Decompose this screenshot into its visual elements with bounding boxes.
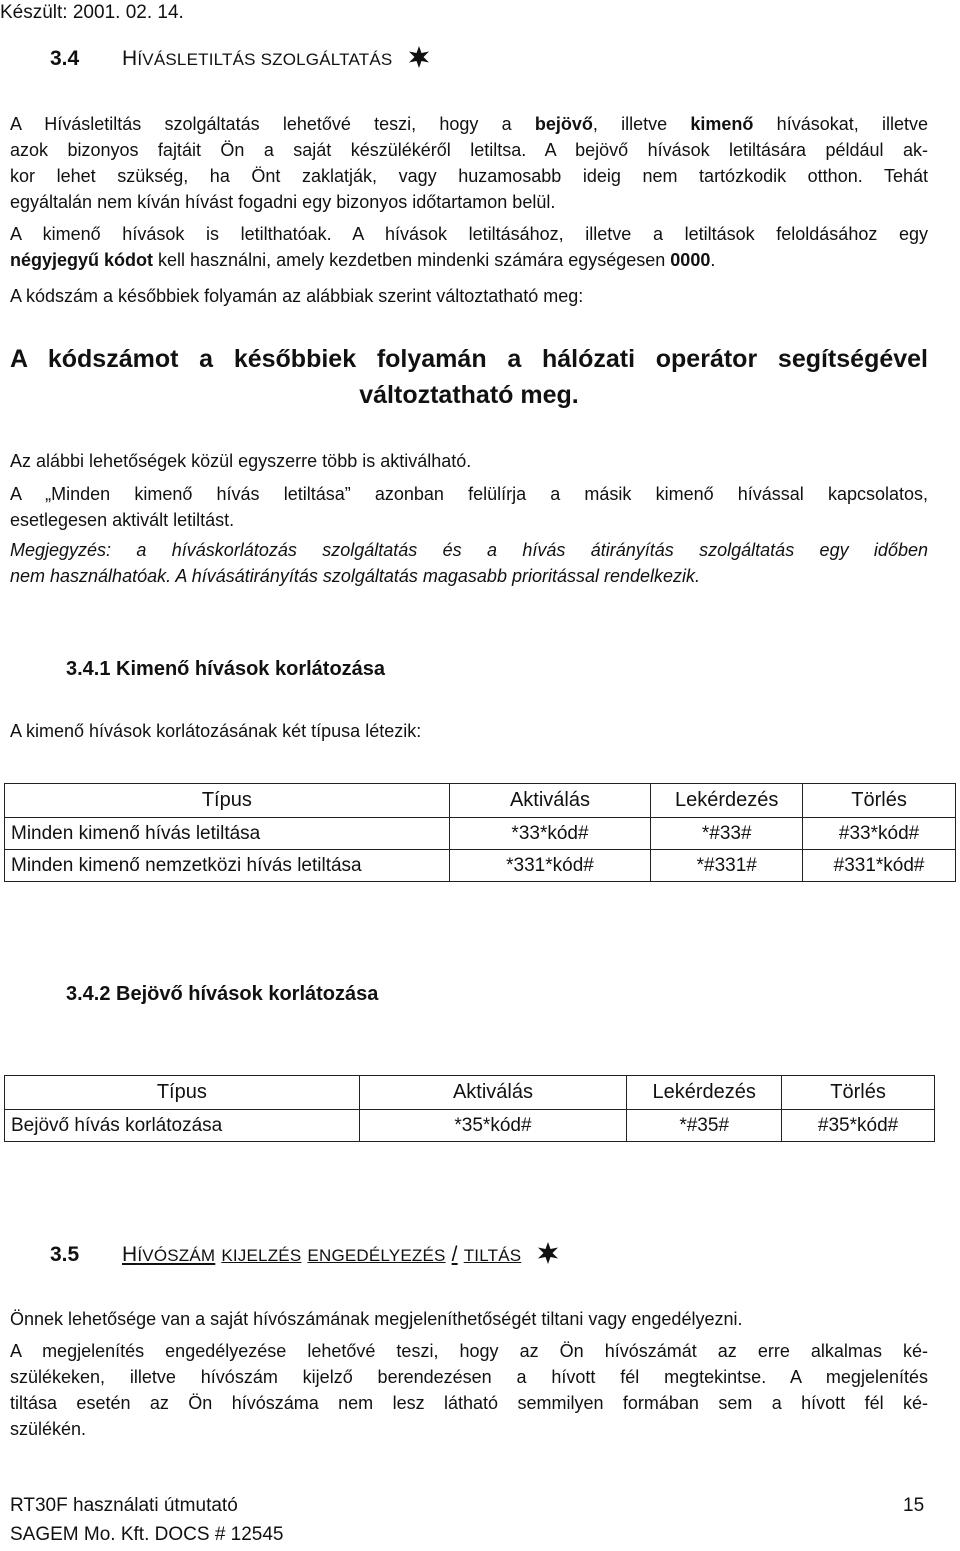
type-cell: Minden kimenő nemzetközi hívás letiltása	[5, 850, 450, 882]
code-cell: *33*kód#	[449, 818, 651, 850]
type-cell: Bejövő hívás korlátozása	[5, 1110, 360, 1142]
paragraph-line: Az alábbi lehetőségek közül egyszerre több is aktiválható.	[10, 451, 472, 471]
paragraph-line: Megjegyzés: a híváskorlátozás szolgáltatás és a hívás átirányítás szolgáltatás egy időben	[10, 540, 928, 560]
paragraph-line: A „Minden kimenő hívás letiltása” azonban felülírja a másik kimenő hívással kapcsolatos,	[10, 484, 928, 504]
subsection-3-4-1-title: 3.4.1 Kimenő hívások korlátozása	[66, 658, 386, 680]
paragraph-line: A Hívásletiltás szolgáltatás lehetővé teszi, hogy a bejövő, illetve kimenő hívásokat, illetve	[10, 114, 928, 134]
title-text: ÍVÁSLETILTÁS SZOLGÁLTATÁS	[137, 50, 393, 69]
code-cell: *#331#	[651, 850, 803, 882]
paragraph-line: A megjelenítés engedélyezése lehetővé teszi, hogy az Ön hívószámát az erre alkalmas ké-	[10, 1341, 928, 1361]
paragraph-line: szülékeken, illetve hívószám kijelző berendezésen a hívott fél megtekintse. A megjelenítés	[10, 1367, 928, 1387]
column-header: Törlés	[803, 784, 956, 818]
multiple-activation-paragraph	[10, 448, 928, 474]
subsection-3-4-2-title: 3.4.2 Bejövő hívások korlátozása	[66, 983, 379, 1005]
operator-note	[10, 341, 928, 413]
column-header: Aktiválás	[449, 784, 651, 818]
column-header: Típus	[5, 1076, 360, 1110]
paragraph-line: A kimenő hívások is letilthatóak. A hívások letiltásához, illetve a letiltások feloldásához egy	[10, 224, 928, 244]
code-cell: *#33#	[651, 818, 803, 850]
title-initial: H	[122, 1243, 138, 1266]
code-paragraph	[10, 221, 928, 273]
emphasis-text: bejövő	[534, 114, 593, 134]
table-header-row	[5, 1076, 935, 1110]
column-header: Lekérdezés	[627, 1076, 782, 1110]
title-word: ÍVÓSZÁM	[137, 1246, 216, 1265]
paragraph-line: nem használhatóak. A hívásátirányítás szolgáltatás magasabb prioritással rendelkezik.	[10, 566, 701, 586]
paragraph-line: Önnek lehetősége van a saját hívószámának megjeleníthetőségét tiltani vagy engedélyezni.	[10, 1309, 743, 1329]
code-cell: *#35#	[627, 1110, 782, 1142]
code-cell: *35*kód#	[359, 1110, 627, 1142]
paragraph-line: azok bizonyos fajtáit Ön a saját készülékéről letiltsa. A bejövő hívások letiltására például ak-	[10, 140, 928, 160]
six-point-star-icon	[537, 1242, 559, 1264]
table-row	[5, 1110, 935, 1142]
column-header: Törlés	[782, 1076, 935, 1110]
intro-paragraph	[10, 111, 928, 215]
column-header: Aktiválás	[359, 1076, 627, 1110]
code-cell: *331*kód#	[449, 850, 651, 882]
footer-company: SAGEM Mo. Kft. DOCS # 12545	[10, 1524, 284, 1545]
paragraph-line: esetlegesen aktivált letiltást.	[10, 510, 235, 530]
caller-id-paragraph	[10, 1338, 928, 1442]
incoming-restriction-table	[4, 1075, 935, 1142]
section-number: 3.5	[50, 1243, 80, 1266]
paragraph-line: szülékén.	[10, 1419, 87, 1439]
title-word: KIJELZÉS	[221, 1246, 302, 1265]
section-3-5-title	[50, 1242, 559, 1267]
paragraph-line: kor lehet szükség, ha Önt zaklatják, vagy huzamosabb ideig nem tartózkodik otthon. Tehát	[10, 166, 928, 186]
emphasis-text: négyjegyű kódot	[10, 250, 154, 270]
code-cell: #33*kód#	[803, 818, 956, 850]
table-row	[5, 850, 956, 882]
paragraph-line: A kódszám a későbbiek folyamán az alábbiak szerint változtatható meg:	[10, 286, 584, 306]
paragraph-line: négyjegyű kódot kell használni, amely kezdetben mindenki számára egységesen 0000.	[10, 250, 716, 270]
code-change-paragraph	[10, 283, 928, 309]
note-line: változtatható meg.	[359, 381, 579, 409]
column-header: Lekérdezés	[651, 784, 803, 818]
title-word: ENGEDÉLYEZÉS	[307, 1246, 446, 1265]
table-row	[5, 818, 956, 850]
emphasis-text: 0000	[670, 250, 711, 270]
remark-paragraph	[10, 537, 928, 589]
document-date: Készült: 2001. 02. 14.	[0, 2, 184, 23]
caller-id-intro	[10, 1306, 928, 1332]
paragraph-line: egyáltalán nem kíván hívást fogadni egy bizonyos időtartamon belül.	[10, 192, 556, 212]
override-paragraph	[10, 481, 928, 533]
title-word: TILTÁS	[463, 1246, 522, 1265]
footer-manual-title: RT30F használati útmutató	[10, 1495, 238, 1516]
section-3-4-title	[50, 46, 430, 71]
paragraph-line: tiltása esetén az Ön hívószáma nem lesz látható semmilyen formában sem a hívott fél ké-	[10, 1393, 928, 1413]
column-header: Típus	[5, 784, 450, 818]
outgoing-restriction-table	[4, 783, 956, 882]
code-cell: #35*kód#	[782, 1110, 935, 1142]
code-cell: #331*kód#	[803, 850, 956, 882]
title-separator: /	[451, 1243, 458, 1266]
note-line: A kódszámot a későbbiek folyamán a hálózati operátor segítségével	[10, 345, 928, 373]
title-initial: H	[122, 47, 138, 70]
subsection-3-4-1-intro: A kimenő hívások korlátozásának két típusa létezik:	[10, 721, 422, 741]
section-number: 3.4	[50, 47, 80, 70]
six-point-star-icon	[408, 46, 430, 68]
page-number: 15	[903, 1495, 925, 1516]
table-header-row	[5, 784, 956, 818]
type-cell: Minden kimenő hívás letiltása	[5, 818, 450, 850]
emphasis-text: kimenő	[690, 114, 754, 134]
